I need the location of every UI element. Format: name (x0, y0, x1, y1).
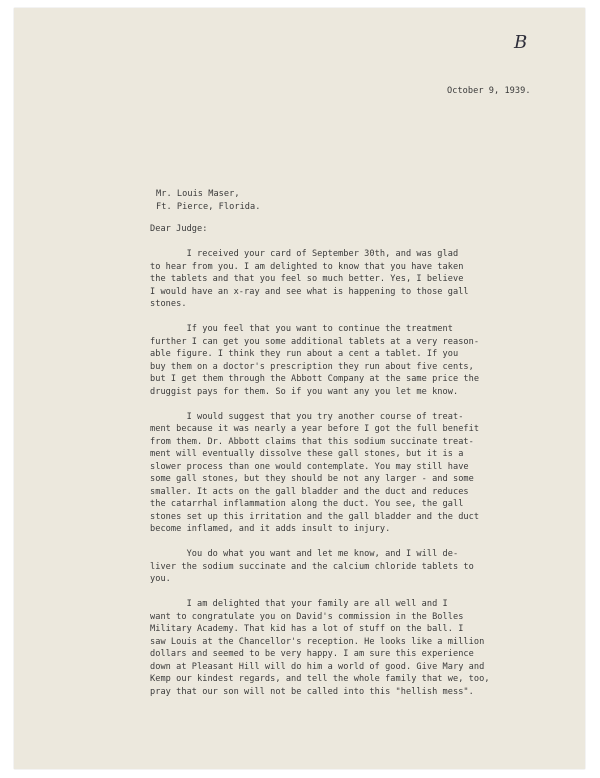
text-line: I would suggest that you try another course of treat- (150, 411, 464, 422)
recipient-city: Ft. Pierce, Florida. (156, 201, 261, 212)
text-line: buy them on a doctor's prescription they run about five cents, (150, 361, 474, 372)
text-line: to hear from you. I am delighted to know that you have taken (150, 261, 464, 272)
text-line: able figure. I think they run about a cent a tablet. If you (150, 349, 459, 359)
text-line: become inflamed, and it adds insult to injury. (150, 524, 391, 534)
text-line: You do what you want and let me know, and I will de- (150, 549, 459, 559)
text-line: smaller. It acts on the gall bladder and the duct and reduces (150, 486, 469, 497)
text-line: stones set up this irritation and the gall bladder and the duct (150, 511, 480, 522)
paragraph (150, 323, 530, 398)
text-line: I would have an x-ray and see what is happening to those gall (150, 286, 469, 297)
paragraph (150, 248, 530, 311)
text-line: want to congratulate you on David's commission in the Bolles (150, 611, 464, 622)
text-line: Kemp our kindest regards, and tell the whole family that we, too, (150, 674, 490, 684)
text-line: the catarrhal inflammation along the duct. You see, the gall (150, 499, 464, 509)
text-line: pray that our son will not be called into this "hellish mess". (150, 686, 474, 697)
text-line: further I can get you some additional tablets at a very reason- (150, 336, 480, 347)
text-line: If you feel that you want to continue the treatment (150, 324, 453, 334)
recipient-name: Mr. Louis Maser, (156, 189, 240, 199)
text-line: down at Pleasant Hill will do him a world of good. Give Mary and (150, 661, 485, 672)
text-line: I received your card of September 30th, and was glad (150, 249, 459, 259)
text-line: liver the sodium succinate and the calcium chloride tablets to (150, 561, 474, 572)
salutation: Dear Judge: (150, 224, 208, 234)
text-line: the tablets and that you feel so much better. Yes, I believe (150, 274, 464, 284)
text-line: slower process than one would contemplate. You may still have (150, 461, 469, 472)
text-line: from them. Dr. Abbott claims that this sodium succinate treat- (150, 436, 474, 447)
paragraph (150, 598, 530, 698)
letter-date: October 9, 1939. (447, 86, 531, 96)
text-line: stones. (150, 299, 187, 309)
text-line: some gall stones, but they should be not any larger - and some (150, 474, 474, 484)
text-line: I am delighted that your family are all well and I (150, 599, 448, 609)
text-line: you. (150, 574, 171, 584)
letter-page (14, 8, 585, 769)
text-line: druggist pays for them. So if you want any you let me know. (150, 386, 459, 397)
text-line: dollars and seemed to be very happy. I am sure this experience (150, 649, 474, 659)
paragraph (150, 411, 530, 536)
handwritten-corner-mark: B (514, 32, 528, 53)
paragraph (150, 548, 530, 586)
text-line: ment will eventually dissolve these gall stones, but it is a (150, 449, 464, 459)
text-line: saw Louis at the Chancellor's reception. He looks like a million (150, 636, 485, 647)
text-line: Military Academy. That kid has a lot of stuff on the ball. I (150, 624, 464, 634)
letter-body (150, 248, 530, 711)
recipient-address (156, 188, 260, 213)
text-line: ment because it was nearly a year before I got the full benefit (150, 424, 480, 434)
text-line: but I get them through the Abbott Company at the same price the (150, 374, 480, 384)
